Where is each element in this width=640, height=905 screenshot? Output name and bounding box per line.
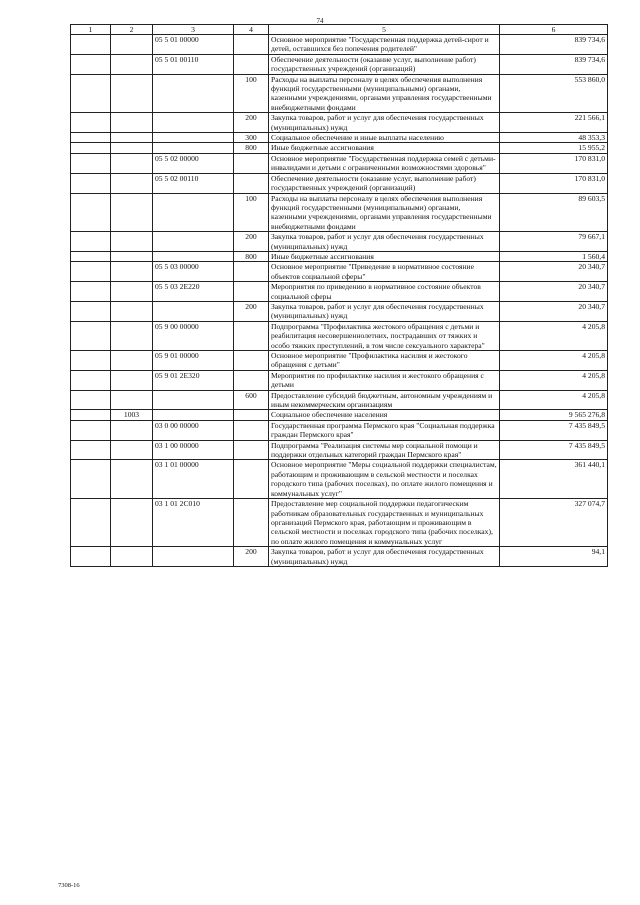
item-name-cell: Предоставление субсидий бюджетным, автономным учреждениям и иным некоммерческим организациям <box>269 390 500 410</box>
amount-cell: 839 734,6 <box>500 35 608 55</box>
item-name-cell: Мероприятия по профилактике насилия и жестокого обращения с детьми <box>269 370 500 390</box>
item-name-cell: Основное мероприятие "Государственная поддержка детей-сирот и детей, оставшихся без попечения родителей" <box>269 35 500 55</box>
section-cell <box>71 499 111 547</box>
subsection-cell <box>111 251 153 261</box>
amount-cell: 79 667,1 <box>500 232 608 252</box>
target-article-cell: 05 5 01 00000 <box>153 35 234 55</box>
target-article-cell <box>153 143 234 153</box>
section-cell <box>71 232 111 252</box>
table-row <box>71 54 608 74</box>
expense-type-cell: 100 <box>234 193 269 232</box>
table-row <box>71 499 608 547</box>
table-row <box>71 143 608 153</box>
section-cell <box>71 370 111 390</box>
column-header-1: 1 <box>71 25 111 35</box>
subsection-cell <box>111 74 153 113</box>
table-row <box>71 173 608 193</box>
target-article-cell <box>153 74 234 113</box>
table-body <box>71 35 608 567</box>
table-row <box>71 232 608 252</box>
section-cell <box>71 440 111 460</box>
target-article-cell: 05 9 01 2E320 <box>153 370 234 390</box>
target-article-cell: 05 9 00 00000 <box>153 321 234 350</box>
item-name-cell: Закупка товаров, работ и услуг для обеспечения государственных (муниципальных) нужд <box>269 547 500 567</box>
section-cell <box>71 282 111 302</box>
expense-type-cell <box>234 351 269 371</box>
amount-cell: 4 205,8 <box>500 321 608 350</box>
item-name-cell: Обеспечение деятельности (оказание услуг, выполнение работ) государственных учреждений (организаций) <box>269 54 500 74</box>
expense-type-cell <box>234 54 269 74</box>
expense-type-cell: 200 <box>234 547 269 567</box>
section-cell <box>71 193 111 232</box>
table-row <box>71 74 608 113</box>
subsection-cell <box>111 499 153 547</box>
section-cell <box>71 143 111 153</box>
item-name-cell: Мероприятия по приведению в нормативное состояние объектов социальной сферы <box>269 282 500 302</box>
target-article-cell: 05 5 01 00110 <box>153 54 234 74</box>
subsection-cell <box>111 153 153 173</box>
expense-type-cell: 800 <box>234 143 269 153</box>
amount-cell: 839 734,6 <box>500 54 608 74</box>
subsection-cell: 1003 <box>111 410 153 420</box>
target-article-cell <box>153 232 234 252</box>
section-cell <box>71 420 111 440</box>
footer-code: 7308-16 <box>58 882 80 889</box>
item-name-cell: Предоставление мер социальной поддержки педагогическим работникам образовательных государственных и муниципальных организаций Пермского края, работающим и проживающим в сельской местности и поселках городского типа (рабочих поселках), по оплате жилого помещения и коммунальных услуг <box>269 499 500 547</box>
table-row <box>71 193 608 232</box>
table-row <box>71 301 608 321</box>
section-cell <box>71 54 111 74</box>
amount-cell: 20 340,7 <box>500 262 608 282</box>
item-name-cell: Государственная программа Пермского края "Социальная поддержка граждан Пермского края" <box>269 420 500 440</box>
section-cell <box>71 410 111 420</box>
target-article-cell: 03 1 01 00000 <box>153 460 234 499</box>
subsection-cell <box>111 440 153 460</box>
column-header-3: 3 <box>153 25 234 35</box>
target-article-cell <box>153 410 234 420</box>
expense-type-cell <box>234 440 269 460</box>
target-article-cell: 05 5 03 00000 <box>153 262 234 282</box>
item-name-cell: Расходы на выплаты персоналу в целях обеспечения выполнения функций государственными (муниципальными) органами, казенными учреждениями, органами управления государственными внебюджетными фондами <box>269 74 500 113</box>
amount-cell: 15 955,2 <box>500 143 608 153</box>
amount-cell: 221 566,1 <box>500 113 608 133</box>
table-row <box>71 282 608 302</box>
expense-type-cell <box>234 321 269 350</box>
target-article-cell: 05 5 02 00000 <box>153 153 234 173</box>
item-name-cell: Подпрограмма "Профилактика жестокого обращения с детьми и реабилитация несовершеннолетних, пострадавших от тяжких и особо тяжких преступлений, в том числе сексуального характера" <box>269 321 500 350</box>
amount-cell: 7 435 849,5 <box>500 420 608 440</box>
table-row <box>71 262 608 282</box>
amount-cell: 4 205,8 <box>500 390 608 410</box>
table-row <box>71 390 608 410</box>
item-name-cell: Иные бюджетные ассигнования <box>269 143 500 153</box>
amount-cell: 9 565 276,8 <box>500 410 608 420</box>
column-header-2: 2 <box>111 25 153 35</box>
section-cell <box>71 321 111 350</box>
item-name-cell: Закупка товаров, работ и услуг для обеспечения государственных (муниципальных) нужд <box>269 301 500 321</box>
table-header-row <box>71 25 608 35</box>
target-article-cell <box>153 133 234 143</box>
table-row <box>71 410 608 420</box>
subsection-cell <box>111 262 153 282</box>
table-row <box>71 370 608 390</box>
expense-type-cell <box>234 35 269 55</box>
target-article-cell <box>153 113 234 133</box>
amount-cell: 94,1 <box>500 547 608 567</box>
subsection-cell <box>111 35 153 55</box>
subsection-cell <box>111 282 153 302</box>
item-name-cell: Подпрограмма "Реализация системы мер социальной помощи и поддержки отдельных категорий граждан Пермского края" <box>269 440 500 460</box>
subsection-cell <box>111 351 153 371</box>
target-article-cell <box>153 547 234 567</box>
amount-cell: 4 205,8 <box>500 351 608 371</box>
section-cell <box>71 262 111 282</box>
item-name-cell: Расходы на выплаты персоналу в целях обеспечения выполнения функций государственными (муниципальными) органами, казенными учреждениями, органами управления государственными внебюджетными фондами <box>269 193 500 232</box>
table-row <box>71 440 608 460</box>
item-name-cell: Основное мероприятие "Государственная поддержка семей с детьми-инвалидами и детьми с ограниченными возможностями здоровья" <box>269 153 500 173</box>
expense-type-cell <box>234 499 269 547</box>
target-article-cell: 03 1 00 00000 <box>153 440 234 460</box>
subsection-cell <box>111 133 153 143</box>
expense-type-cell <box>234 262 269 282</box>
amount-cell: 7 435 849,5 <box>500 440 608 460</box>
item-name-cell: Основное мероприятие "Приведение в нормативное состояние объектов социальной сферы" <box>269 262 500 282</box>
item-name-cell: Основное мероприятие "Профилактика насилия и жестокого обращения с детьми" <box>269 351 500 371</box>
column-header-4: 4 <box>234 25 269 35</box>
amount-cell: 327 074,7 <box>500 499 608 547</box>
amount-cell: 20 340,7 <box>500 282 608 302</box>
expense-type-cell <box>234 173 269 193</box>
amount-cell: 89 603,5 <box>500 193 608 232</box>
expense-type-cell <box>234 153 269 173</box>
target-article-cell: 03 1 01 2C010 <box>153 499 234 547</box>
subsection-cell <box>111 460 153 499</box>
target-article-cell: 05 9 01 00000 <box>153 351 234 371</box>
table-row <box>71 133 608 143</box>
expense-type-cell <box>234 282 269 302</box>
section-cell <box>71 351 111 371</box>
expense-type-cell <box>234 410 269 420</box>
item-name-cell: Закупка товаров, работ и услуг для обеспечения государственных (муниципальных) нужд <box>269 232 500 252</box>
expense-type-cell <box>234 460 269 499</box>
section-cell <box>71 113 111 133</box>
section-cell <box>71 133 111 143</box>
target-article-cell: 05 5 02 00110 <box>153 173 234 193</box>
page-number: 74 <box>316 17 324 25</box>
table-row <box>71 420 608 440</box>
table-row <box>71 460 608 499</box>
amount-cell: 48 353,3 <box>500 133 608 143</box>
subsection-cell <box>111 193 153 232</box>
amount-cell: 4 205,8 <box>500 370 608 390</box>
expense-type-cell: 300 <box>234 133 269 143</box>
expense-type-cell: 200 <box>234 301 269 321</box>
subsection-cell <box>111 301 153 321</box>
subsection-cell <box>111 370 153 390</box>
column-header-5: 5 <box>269 25 500 35</box>
item-name-cell: Иные бюджетные ассигнования <box>269 251 500 261</box>
section-cell <box>71 460 111 499</box>
expense-type-cell: 200 <box>234 113 269 133</box>
amount-cell: 20 340,7 <box>500 301 608 321</box>
subsection-cell <box>111 547 153 567</box>
item-name-cell: Социальное обеспечение населения <box>269 410 500 420</box>
subsection-cell <box>111 232 153 252</box>
section-cell <box>71 547 111 567</box>
item-name-cell: Закупка товаров, работ и услуг для обеспечения государственных (муниципальных) нужд <box>269 113 500 133</box>
target-article-cell <box>153 301 234 321</box>
item-name-cell: Обеспечение деятельности (оказание услуг, выполнение работ) государственных учреждений (организаций) <box>269 173 500 193</box>
section-cell <box>71 390 111 410</box>
section-cell <box>71 74 111 113</box>
expense-type-cell: 100 <box>234 74 269 113</box>
expense-type-cell: 200 <box>234 232 269 252</box>
section-cell <box>71 301 111 321</box>
section-cell <box>71 173 111 193</box>
target-article-cell <box>153 390 234 410</box>
expense-type-cell: 600 <box>234 390 269 410</box>
subsection-cell <box>111 113 153 133</box>
amount-cell: 361 440,1 <box>500 460 608 499</box>
table-row <box>71 351 608 371</box>
expense-type-cell: 800 <box>234 251 269 261</box>
item-name-cell: Основное мероприятие "Меры социальной поддержки специалистам, работающим и проживающим в сельской местности и поселках городского типа (рабочих поселках), по оплате жилого помещения и коммунальных услуг" <box>269 460 500 499</box>
table-row <box>71 153 608 173</box>
target-article-cell <box>153 251 234 261</box>
amount-cell: 170 831,0 <box>500 173 608 193</box>
subsection-cell <box>111 143 153 153</box>
subsection-cell <box>111 390 153 410</box>
section-cell <box>71 35 111 55</box>
amount-cell: 1 560,4 <box>500 251 608 261</box>
table-row <box>71 251 608 261</box>
expense-type-cell <box>234 420 269 440</box>
section-cell <box>71 153 111 173</box>
target-article-cell <box>153 193 234 232</box>
amount-cell: 170 831,0 <box>500 153 608 173</box>
budget-table <box>70 24 608 567</box>
table-row <box>71 35 608 55</box>
item-name-cell: Социальное обеспечение и иные выплаты населению <box>269 133 500 143</box>
table-row <box>71 113 608 133</box>
subsection-cell <box>111 173 153 193</box>
section-cell <box>71 251 111 261</box>
amount-cell: 553 860,0 <box>500 74 608 113</box>
table-row <box>71 321 608 350</box>
subsection-cell <box>111 321 153 350</box>
expense-type-cell <box>234 370 269 390</box>
table-row <box>71 547 608 567</box>
subsection-cell <box>111 420 153 440</box>
subsection-cell <box>111 54 153 74</box>
target-article-cell: 05 5 03 2E220 <box>153 282 234 302</box>
target-article-cell: 03 0 00 00000 <box>153 420 234 440</box>
column-header-6: 6 <box>500 25 608 35</box>
